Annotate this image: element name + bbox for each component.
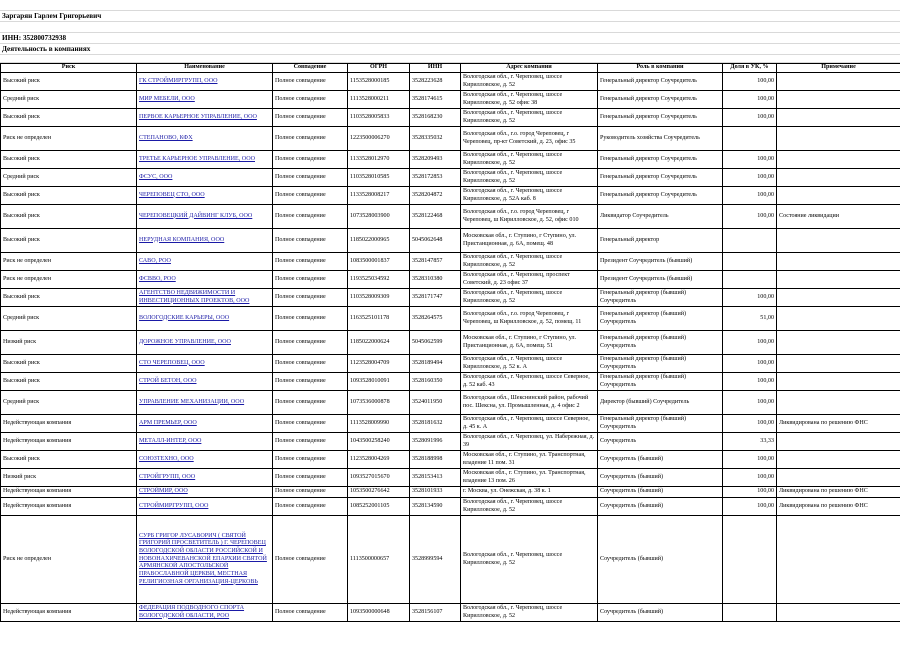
role-cell: Директор (бывший) Соучредитель	[598, 391, 723, 415]
address-cell: Вологодская обл., г. Череповец, шоссе Кирилловское, д. 52	[461, 169, 598, 187]
company-name-link[interactable]: ПЕРВОЕ КАРЬЕРНОЕ УПРАВЛЕНИЕ, ООО	[139, 113, 257, 120]
table-row	[1, 487, 900, 498]
ogrn-cell: 1223500006270	[348, 127, 410, 151]
table-row	[1, 109, 900, 127]
address-cell: Московская обл., г. Ступино, г Ступино, ул. Пристанционная, д. 6А, помещ. 48	[461, 229, 598, 253]
match-cell: Полное совпадение	[273, 187, 348, 205]
role-cell: Соучредитель (бывший)	[598, 487, 723, 498]
col-header: Доля в УК, %	[723, 64, 777, 73]
table-row	[1, 127, 900, 151]
address-cell: Вологодская обл., г. Череповец, шоссе Кирилловское, д. 52	[461, 516, 598, 604]
name-cell	[137, 373, 273, 391]
company-name-link[interactable]: ДОРОЖНОЕ УПРАВЛЕНИЕ, ООО	[139, 338, 231, 345]
risk-cell: Высокий риск	[1, 109, 137, 127]
address-cell: Вологодская обл., г.о. город Череповец, г Череповец, пр-кт Советский, д. 23, офис 35	[461, 127, 598, 151]
role-cell: Руководитель хозяйства Соучредитель	[598, 127, 723, 151]
share-cell: 100,00	[723, 373, 777, 391]
ogrn-cell: 1113528009990	[348, 415, 410, 433]
risk-cell: Недействующая компания	[1, 487, 137, 498]
name-cell	[137, 289, 273, 307]
address-cell: Вологодская обл., Шекснинский район, рабочий пос. Шексна, ул. Промышленная, д. 4 офис 2	[461, 391, 598, 415]
note-cell	[777, 187, 900, 205]
address-cell: Вологодская обл., г. Череповец, ул. Набережная, д. 39	[461, 433, 598, 451]
inn-cell: 5045062599	[410, 331, 461, 355]
company-name-link[interactable]: САВО, РОО	[139, 257, 171, 264]
note-cell	[777, 604, 900, 622]
table-row	[1, 289, 900, 307]
role-cell: Соучредитель (бывший)	[598, 451, 723, 469]
inn-cell: 3528160350	[410, 373, 461, 391]
risk-cell: Средний риск	[1, 391, 137, 415]
name-cell	[137, 415, 273, 433]
inn-cell: 3528091996	[410, 433, 461, 451]
address-cell: г. Москва, ул. Онежская, д. 38 к. 1	[461, 487, 598, 498]
match-cell: Полное совпадение	[273, 498, 348, 516]
ogrn-cell: 1123528004269	[348, 451, 410, 469]
risk-cell: Риск не определен	[1, 516, 137, 604]
share-cell: 100,00	[723, 109, 777, 127]
role-cell: Генеральный директор (бывший) Соучредитель	[598, 355, 723, 373]
address-cell: Вологодская обл., г. Череповец, шоссе Кирилловское, д. 52 к. А	[461, 355, 598, 373]
table-row	[1, 73, 900, 91]
match-cell: Полное совпадение	[273, 433, 348, 451]
risk-cell: Риск не определен	[1, 127, 137, 151]
address-cell: Вологодская обл., г. Череповец, шоссе Кирилловское, д. 52А каб. 8	[461, 187, 598, 205]
risk-cell: Высокий риск	[1, 229, 137, 253]
company-name-link[interactable]: ЧЕРЕПОВЕЦКИЙ ДАЙВИНГ КЛУБ, ООО	[139, 212, 253, 219]
table-row	[1, 229, 900, 253]
match-cell: Полное совпадение	[273, 415, 348, 433]
inn-cell: 3528188998	[410, 451, 461, 469]
companies-table	[0, 63, 900, 622]
inn-cell: 3528189494	[410, 355, 461, 373]
address-cell: Московская обл., г. Ступино, ул. Транспортная, владение 11 пом. 31	[461, 451, 598, 469]
match-cell: Полное совпадение	[273, 516, 348, 604]
share-cell: 100,00	[723, 205, 777, 229]
role-cell: Генеральный директор (бывший) Соучредитель	[598, 307, 723, 331]
company-name-link[interactable]: НЕРУДНАЯ КОМПАНИЯ, ООО	[139, 236, 225, 243]
role-cell: Генеральный директор (бывший) Соучредитель	[598, 373, 723, 391]
share-cell	[723, 604, 777, 622]
role-cell: Генеральный директор Соучредитель	[598, 91, 723, 109]
company-name-link[interactable]: ТРЕТЬЕ КАРЬЕРНОЕ УПРАВЛЕНИЕ, ООО	[139, 155, 255, 162]
ogrn-cell: 1153528000185	[348, 73, 410, 91]
ogrn-cell: 1123528004709	[348, 355, 410, 373]
address-cell: Вологодская обл., г. Череповец, проспект Советский, д. 23 офис 37	[461, 271, 598, 289]
ogrn-cell: 1185022000624	[348, 331, 410, 355]
table-row	[1, 373, 900, 391]
role-cell: Генеральный директор Соучредитель	[598, 73, 723, 91]
name-cell	[137, 451, 273, 469]
match-cell: Полное совпадение	[273, 109, 348, 127]
table-row	[1, 451, 900, 469]
share-cell	[723, 127, 777, 151]
ogrn-cell: 1043500258240	[348, 433, 410, 451]
company-name-link[interactable]: ГК СТРОЙМИРГРУПП, ООО	[139, 77, 218, 84]
note-cell	[777, 469, 900, 487]
risk-cell: Высокий риск	[1, 355, 137, 373]
table-row	[1, 91, 900, 109]
col-header: Адрес компании	[461, 64, 598, 73]
sheet-row	[0, 22, 900, 33]
company-name-link[interactable]: СТРОЙ БЕТОН, ООО	[139, 377, 197, 384]
note-cell	[777, 73, 900, 91]
table-row	[1, 355, 900, 373]
col-header: ИНН	[410, 64, 461, 73]
address-cell: Вологодская обл., г.о. город Череповец, г Череповец, ш Кирилловское, д. 52, помещ. 11	[461, 307, 598, 331]
share-cell: 100,00	[723, 415, 777, 433]
match-cell: Полное совпадение	[273, 604, 348, 622]
col-header: Риск	[1, 64, 137, 73]
inn-cell: 3528335032	[410, 127, 461, 151]
name-cell	[137, 604, 273, 622]
risk-cell: Высокий риск	[1, 151, 137, 169]
inn-cell: 3524011950	[410, 391, 461, 415]
share-cell: 100,00	[723, 151, 777, 169]
ogrn-cell: 1085252001105	[348, 498, 410, 516]
name-cell	[137, 487, 273, 498]
match-cell: Полное совпадение	[273, 169, 348, 187]
name-cell	[137, 73, 273, 91]
table-row	[1, 498, 900, 516]
ogrn-cell: 1103528005833	[348, 109, 410, 127]
company-name-link[interactable]: СТРОЙМИРГРУПП, ООО	[139, 502, 209, 509]
address-cell: Вологодская обл., г.о. город Череповец, г Череповец, ш Кирилловское, д. 52, офис 010	[461, 205, 598, 229]
match-cell: Полное совпадение	[273, 127, 348, 151]
address-cell: Вологодская обл., г. Череповец, шоссе Кирилловское, д. 52	[461, 109, 598, 127]
ogrn-cell: 1163525101178	[348, 307, 410, 331]
risk-cell: Недействующая компания	[1, 498, 137, 516]
match-cell: Полное совпадение	[273, 289, 348, 307]
share-cell: 100,00	[723, 391, 777, 415]
share-cell: 100,00	[723, 73, 777, 91]
role-cell: Генеральный директор (бывший) Соучредитель	[598, 415, 723, 433]
note-cell	[777, 151, 900, 169]
ogrn-cell: 1093528010091	[348, 373, 410, 391]
note-cell	[777, 433, 900, 451]
table-row	[1, 331, 900, 355]
company-name-link[interactable]: СТЕПАНОВО, КФХ	[139, 134, 193, 141]
ogrn-cell: 1093527015670	[348, 469, 410, 487]
ogrn-cell: 1053500276642	[348, 487, 410, 498]
sheet-row	[0, 0, 900, 11]
share-cell: 100,00	[723, 331, 777, 355]
risk-cell: Высокий риск	[1, 205, 137, 229]
address-cell: Вологодская обл., г. Череповец, шоссе Северное, д. 52 каб. 43	[461, 373, 598, 391]
table-row	[1, 187, 900, 205]
match-cell: Полное совпадение	[273, 271, 348, 289]
risk-cell: Средний риск	[1, 91, 137, 109]
risk-cell: Средний риск	[1, 169, 137, 187]
person-name: Заргарян Гарлем Григорьевич	[2, 12, 102, 20]
note-cell	[777, 373, 900, 391]
ogrn-cell: 1073528003900	[348, 205, 410, 229]
role-cell: Генеральный директор (бывший) Соучредитель	[598, 331, 723, 355]
risk-cell: Риск не определен	[1, 271, 137, 289]
note-cell	[777, 355, 900, 373]
inn-cell: 3528209493	[410, 151, 461, 169]
inn-cell: 3528264575	[410, 307, 461, 331]
name-cell	[137, 469, 273, 487]
match-cell: Полное совпадение	[273, 73, 348, 91]
inn-cell: 3528134590	[410, 498, 461, 516]
company-name-link[interactable]: АРМ ПРЕМЬЕР, ООО	[139, 419, 197, 426]
match-cell: Полное совпадение	[273, 451, 348, 469]
share-cell	[723, 253, 777, 271]
col-header: Роль в компании	[598, 64, 723, 73]
address-cell: Вологодская обл., г. Череповец, шоссе Кирилловское, д. 52	[461, 604, 598, 622]
ogrn-cell: 1193525034592	[348, 271, 410, 289]
match-cell: Полное совпадение	[273, 331, 348, 355]
match-cell: Полное совпадение	[273, 151, 348, 169]
col-header: Совпадение	[273, 64, 348, 73]
role-cell: Президент Соучредитель (бывший)	[598, 253, 723, 271]
name-cell	[137, 355, 273, 373]
company-name-link[interactable]: ФСВВО, РОО	[139, 275, 176, 282]
address-cell: Вологодская обл., г. Череповец, шоссе Кирилловское, д. 52	[461, 289, 598, 307]
note-cell	[777, 271, 900, 289]
ogrn-cell: 1133528008217	[348, 187, 410, 205]
inn-cell: 3528147857	[410, 253, 461, 271]
address-cell: Московская обл., г. Ступино, ул. Транспортная, владение 13 пом. 26	[461, 469, 598, 487]
name-cell	[137, 271, 273, 289]
address-cell: Вологодская обл., г. Череповец, шоссе Кирилловское, д. 52	[461, 151, 598, 169]
role-cell: Президент Соучредитель (бывший)	[598, 271, 723, 289]
match-cell: Полное совпадение	[273, 307, 348, 331]
role-cell: Соучредитель	[598, 433, 723, 451]
address-cell: Вологодская обл., г. Череповец, шоссе Кирилловское, д. 52	[461, 253, 598, 271]
note-cell: Ликвидирована по решению ФНС	[777, 487, 900, 498]
name-cell	[137, 109, 273, 127]
role-cell: Генеральный директор	[598, 229, 723, 253]
company-name-link[interactable]: МИР МЕБЕЛИ, ООО	[139, 95, 195, 102]
table-row	[1, 516, 900, 604]
share-cell: 100,00	[723, 169, 777, 187]
share-cell: 100,00	[723, 289, 777, 307]
inn-cell: 3528153413	[410, 469, 461, 487]
company-name-link[interactable]: ФЕДЕРАЦИЯ ПОДВОДНОГО СПОРТА ВОЛОГОДСКОЙ ОБЛАСТИ, РОО	[139, 604, 245, 619]
name-cell	[137, 391, 273, 415]
note-cell	[777, 451, 900, 469]
company-name-link[interactable]: МЕТАЛЛ-ИНТЕР, ООО	[139, 437, 202, 444]
table-row	[1, 469, 900, 487]
risk-cell: Недействующая компания	[1, 415, 137, 433]
ogrn-cell: 1103528010585	[348, 169, 410, 187]
share-cell: 100,00	[723, 487, 777, 498]
col-header: ОГРН	[348, 64, 410, 73]
sheet-row	[0, 11, 900, 22]
inn-cell: 3528310380	[410, 271, 461, 289]
address-cell: Вологодская обл., г. Череповец, шоссе Кирилловское, д. 52	[461, 498, 598, 516]
table-row	[1, 253, 900, 271]
company-name-link[interactable]: СТО ЧЕРЕПОВЕЦ, ООО	[139, 359, 205, 366]
name-cell	[137, 516, 273, 604]
name-cell	[137, 331, 273, 355]
name-cell	[137, 205, 273, 229]
match-cell: Полное совпадение	[273, 487, 348, 498]
table-row	[1, 169, 900, 187]
match-cell: Полное совпадение	[273, 253, 348, 271]
inn-cell: 3528122468	[410, 205, 461, 229]
match-cell: Полное совпадение	[273, 91, 348, 109]
company-name-link[interactable]: ВОЛОГОДСКИЕ КАРЬЕРЫ, ООО	[139, 314, 230, 321]
role-cell: Генеральный директор Соучредитель	[598, 187, 723, 205]
inn-cell: 3528101933	[410, 487, 461, 498]
inn-cell: 3528172853	[410, 169, 461, 187]
match-cell: Полное совпадение	[273, 469, 348, 487]
match-cell: Полное совпадение	[273, 391, 348, 415]
risk-cell: Высокий риск	[1, 187, 137, 205]
name-cell	[137, 229, 273, 253]
risk-cell: Высокий риск	[1, 289, 137, 307]
match-cell: Полное совпадение	[273, 355, 348, 373]
risk-cell: Высокий риск	[1, 373, 137, 391]
share-cell: 100,00	[723, 498, 777, 516]
name-cell	[137, 151, 273, 169]
inn-cell: 3528223628	[410, 73, 461, 91]
note-cell: Ликвидирована по решению ФНС	[777, 498, 900, 516]
share-cell	[723, 229, 777, 253]
share-cell: 33,33	[723, 433, 777, 451]
section-title: Деятельность в компаниях	[2, 45, 91, 53]
col-header: Примечание	[777, 64, 900, 73]
table-row	[1, 415, 900, 433]
inn-cell: 3528181632	[410, 415, 461, 433]
role-cell: Генеральный директор Соучредитель	[598, 169, 723, 187]
note-cell	[777, 127, 900, 151]
inn-line: ИНН: 352800732938	[2, 34, 67, 42]
address-cell: Московская обл., г. Ступино, г Ступино, ул. Пристанционная, д. 6А, помещ. 51	[461, 331, 598, 355]
inn-cell: 3528204872	[410, 187, 461, 205]
company-name-link[interactable]: СУРБ ГРИГОР ЛУСАВОРИЧ ( СВЯТОЙ ГРИГОРИЙ ПРОСВЕТИТЕЛЬ ) Г. ЧЕРЕПОВЕЦ ВОЛОГОДСКОЙ ОБЛАСТИ РОССИЙСКОЙ И НОВОНАХИЧЕВАНСКОЙ ЕПАРХИИ СВЯТОЙ АРМЯНСКОЙ АПОСТОЛЬСКОЙ ПРАВОСЛАВНОЙ ЦЕРКВИ, МЕСТНАЯ РЕЛИГИОЗНАЯ ОРГАНИЗАЦИЯ-ЦЕРКОВЬ	[139, 532, 267, 585]
note-cell	[777, 109, 900, 127]
ogrn-cell: 1133528012970	[348, 151, 410, 169]
role-cell: Соучредитель (бывший)	[598, 469, 723, 487]
note-cell	[777, 169, 900, 187]
col-header: Наименование	[137, 64, 273, 73]
company-name-link[interactable]: ФСУС, ООО	[139, 173, 173, 180]
company-name-link[interactable]: ЧЕРЕПОВЕЦ СТО, ООО	[139, 191, 205, 198]
risk-cell: Недействующая компания	[1, 604, 137, 622]
inn-cell: 3528171747	[410, 289, 461, 307]
name-cell	[137, 169, 273, 187]
inn-cell: 3528156107	[410, 604, 461, 622]
company-name-link[interactable]: АГЕНТСТВО НЕДВИЖИМОСТИ И ИНВЕСТИЦИОННЫХ ПРОЕКТОВ, ООО	[139, 289, 250, 304]
sheet-row	[0, 44, 900, 55]
match-cell: Полное совпадение	[273, 229, 348, 253]
risk-cell: Риск не определен	[1, 253, 137, 271]
share-cell: 100,00	[723, 469, 777, 487]
match-cell: Полное совпадение	[273, 373, 348, 391]
inn-cell: 3528174615	[410, 91, 461, 109]
address-cell: Вологодская обл., г. Череповец, шоссе Северное, д. 45 к. А	[461, 415, 598, 433]
table-row	[1, 433, 900, 451]
share-cell: 100,00	[723, 187, 777, 205]
role-cell: Соучредитель (бывший)	[598, 516, 723, 604]
table-row	[1, 205, 900, 229]
note-cell: Состояние ликвидации	[777, 205, 900, 229]
company-name-link[interactable]: СОЮЗТЕХНО, ООО	[139, 455, 194, 462]
match-cell: Полное совпадение	[273, 205, 348, 229]
risk-cell: Высокий риск	[1, 73, 137, 91]
share-cell: 100,00	[723, 355, 777, 373]
address-cell: Вологодская обл., г. Череповец, шоссе Кирилловское, д. 52	[461, 73, 598, 91]
role-cell: Соучредитель (бывший)	[598, 498, 723, 516]
name-cell	[137, 187, 273, 205]
risk-cell: Низкий риск	[1, 331, 137, 355]
note-cell	[777, 331, 900, 355]
share-cell	[723, 516, 777, 604]
inn-cell: 3528999594	[410, 516, 461, 604]
table-row	[1, 151, 900, 169]
note-cell	[777, 516, 900, 604]
ogrn-cell: 1093500000648	[348, 604, 410, 622]
name-cell	[137, 253, 273, 271]
ogrn-cell: 1073536000878	[348, 391, 410, 415]
name-cell	[137, 127, 273, 151]
role-cell: Генеральный директор Соучредитель	[598, 109, 723, 127]
name-cell	[137, 307, 273, 331]
note-cell	[777, 229, 900, 253]
risk-cell: Недействующая компания	[1, 433, 137, 451]
note-cell	[777, 91, 900, 109]
note-cell	[777, 307, 900, 331]
risk-cell: Средний риск	[1, 307, 137, 331]
name-cell	[137, 91, 273, 109]
address-cell: Вологодская обл., г. Череповец, шоссе Кирилловское, д. 52 офис 38	[461, 91, 598, 109]
company-name-link[interactable]: УПРАВЛЕНИЕ МЕХАНИЗАЦИИ, ООО	[139, 398, 245, 405]
risk-cell: Низкий риск	[1, 469, 137, 487]
role-cell: Ликвидатор Соучредитель	[598, 205, 723, 229]
table-row	[1, 307, 900, 331]
share-cell: 100,00	[723, 451, 777, 469]
role-cell: Генеральный директор Соучредитель	[598, 151, 723, 169]
company-name-link[interactable]: СТРОЙМИР, ООО	[139, 488, 188, 495]
note-cell	[777, 391, 900, 415]
ogrn-cell: 1113500000657	[348, 516, 410, 604]
role-cell: Генеральный директор (бывший) Соучредитель	[598, 289, 723, 307]
share-cell	[723, 271, 777, 289]
note-cell	[777, 253, 900, 271]
inn-cell: 3528168230	[410, 109, 461, 127]
share-cell: 51,00	[723, 307, 777, 331]
inn-cell: 5045062648	[410, 229, 461, 253]
table-row	[1, 604, 900, 622]
table-header-row	[1, 64, 900, 73]
table-row	[1, 391, 900, 415]
note-cell: Ликвидирована по решению ФНС	[777, 415, 900, 433]
role-cell: Соучредитель (бывший)	[598, 604, 723, 622]
ogrn-cell: 1113528000211	[348, 91, 410, 109]
share-cell: 100,00	[723, 91, 777, 109]
ogrn-cell: 1083500001837	[348, 253, 410, 271]
risk-cell: Высокий риск	[1, 451, 137, 469]
ogrn-cell: 1103528009309	[348, 289, 410, 307]
company-name-link[interactable]: СТРОЙГРУПП, ООО	[139, 473, 196, 480]
table-row	[1, 271, 900, 289]
note-cell	[777, 289, 900, 307]
name-cell	[137, 433, 273, 451]
ogrn-cell: 1185022000965	[348, 229, 410, 253]
name-cell	[137, 498, 273, 516]
sheet-row	[0, 55, 900, 63]
sheet-row	[0, 33, 900, 44]
